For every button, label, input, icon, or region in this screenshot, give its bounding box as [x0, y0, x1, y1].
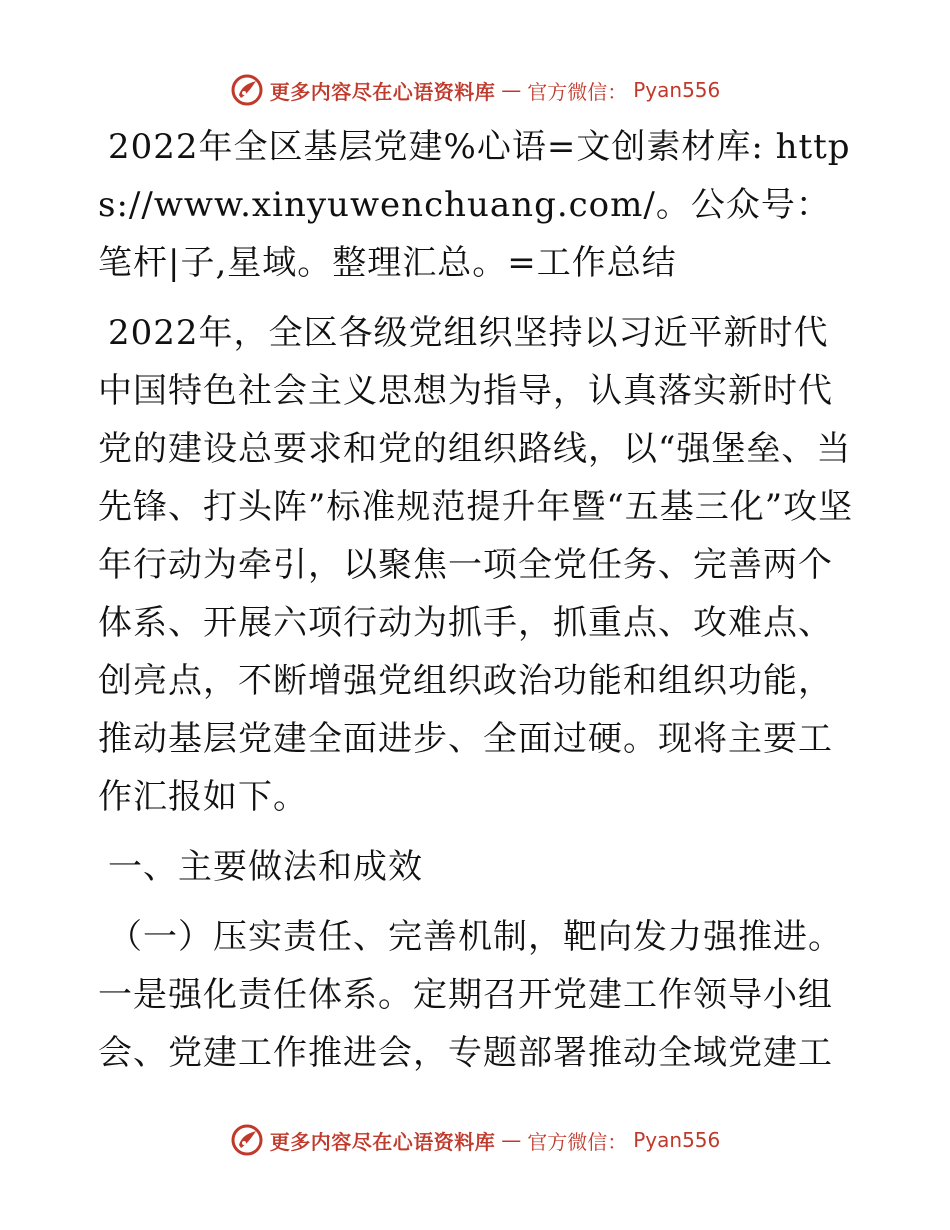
banner-wechat-label: 官方微信： [527, 79, 628, 104]
banner-wechat-id: Pyan556 [633, 1128, 721, 1152]
banner-dash: — [501, 78, 522, 102]
section-heading: 一、主要做法和成效 [108, 847, 423, 887]
subsection-paragraph: （一）压实责任、完善机制，靶向发力强推进。一是强化责任体系。定期召开党建工作领导小组会、党建工作推进会，专题部署推动全域党建工 [98, 917, 843, 1073]
intro-paragraph: 2022年，全区各级党组织坚持以习近平新时代中国特色社会主义思想为指导，认真落实新时代党的建设总要求和党的组织路线，以“强堡垒、当先锋、打头阵”标准规范提升年暨“五基三化”攻坚年行动为牵引，以聚焦一项全党任务、完善两个体系、开展六项行动为抓手，抓重点、攻难点、创亮点，不断增强党组织政治功能和组织功能，推动基层党建全面进步、全面过硬。现将主要工作汇报如下。 [98, 313, 854, 817]
watermark-banner-bottom [0, 1118, 950, 1162]
banner-text: 更多内容尽在心语资料库 [269, 79, 496, 104]
banner-wechat-label: 官方微信： [527, 1129, 628, 1154]
watermark-banner-top [0, 68, 950, 112]
brand-logo-icon [230, 73, 264, 107]
banner-dash: — [501, 1128, 522, 1152]
banner-text: 更多内容尽在心语资料库 [269, 1129, 496, 1154]
title-paragraph: 2022年全区基层党建%心语=文创素材库: https://www.xinyuwenchuang.com/。公众号：笔杆|子,星域。整理汇总。=工作总结 [98, 127, 851, 283]
brand-logo-icon [230, 1123, 264, 1157]
banner-wechat-id: Pyan556 [633, 78, 721, 102]
document-body [98, 118, 858, 1082]
